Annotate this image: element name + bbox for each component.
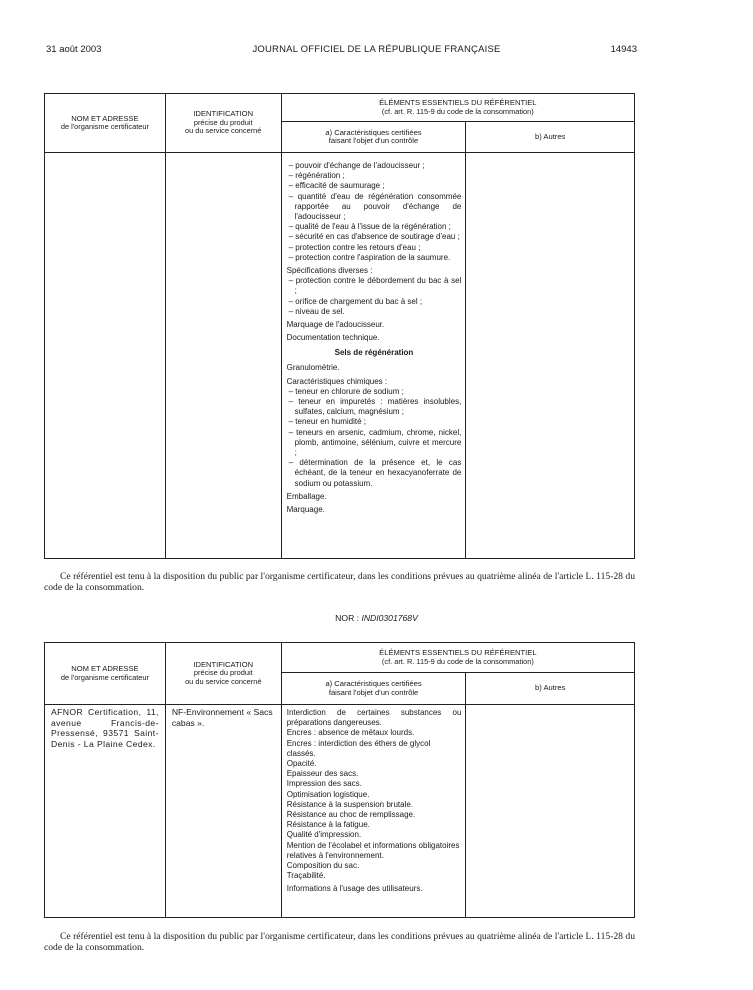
header-col-a-line2: faisant l'objet d'un contrôle: [328, 687, 419, 697]
header-org-sub: de l'organisme certificateur: [60, 122, 149, 132]
list-item: – teneurs en arsenic, cadmium, chrome, nickel, plomb, antimoine, sélénium, cuivre et mercure ;: [288, 427, 462, 458]
list-item: Résistance à la fatigue.: [286, 820, 370, 830]
header-page-number: 14943: [610, 44, 637, 55]
nor-code: INDI0301768V: [361, 613, 418, 623]
header-elements-cell: [281, 643, 634, 673]
nor-label: NOR :: [335, 613, 360, 623]
header-ident-cell: [165, 643, 281, 705]
list-item: Résistance au choc de remplissage.: [286, 810, 416, 820]
list-item: Emballage.: [286, 491, 327, 501]
header-col-a-line1: a) Caractéristiques certifiées: [325, 679, 422, 688]
header-col-a: [281, 122, 466, 153]
header-col-a-line2: faisant l'objet d'un contrôle: [328, 136, 419, 145]
header-title: JOURNAL OFFICIEL DE LA RÉPUBLIQUE FRANÇAISE: [252, 44, 501, 55]
list-item: Opacité.: [286, 759, 317, 769]
organisme-cell: AFNOR Certification, 11, avenue Francis-de-Pressensé, 93571 Saint-Denis - La Plaine Cedex.: [45, 705, 166, 918]
header-col-a: [281, 673, 466, 705]
list-item: – teneur en humidité ;: [288, 417, 367, 427]
list-item: Optimisation logistique.: [286, 789, 370, 799]
header-ident-sub2: ou du service concerné: [185, 676, 262, 686]
list-item: – sécurité en cas d'absence de soutirage d'eau ;: [288, 232, 460, 242]
list-item: Traçabilité.: [286, 871, 326, 881]
list-item: Interdiction de certaines substances ou préparations dangereuses.: [286, 708, 462, 728]
list-item: – protection contre les retours d'eau ;: [288, 242, 421, 252]
list-item: – pouvoir d'échange de l'adoucisseur ;: [288, 161, 425, 170]
list-item: – détermination de la présence et, le cas échéant, de la teneur en hexacyanoferrate de sodium ou potassium.: [288, 458, 462, 488]
list-item: Qualité d'impression.: [286, 830, 362, 840]
list-item: Marquage de l'adoucisseur.: [286, 320, 385, 330]
header-org: NOM ET ADRESSE: [71, 664, 139, 674]
list-item: Informations à l'usage des utilisateurs.: [286, 884, 423, 894]
header-ident-sub2: ou du service concerné: [184, 126, 262, 136]
list-item: Encres : absence de métaux lourds.: [286, 728, 415, 738]
list-item: Impression des sacs.: [286, 779, 362, 789]
other-cell-empty: [466, 705, 635, 918]
header-ident: IDENTIFICATION: [193, 109, 254, 119]
header-ident: IDENTIFICATION: [193, 659, 254, 669]
header-org: NOM ET ADRESSE: [71, 113, 139, 123]
list-item: Marquage.: [286, 505, 325, 515]
list-item: Caractéristiques chimiques :: [286, 376, 388, 386]
header-elements: ÉLÉMENTS ESSENTIELS DU RÉFÉRENTIEL: [379, 98, 537, 108]
list-item: – teneur en impuretés : matières insolubles, sulfates, calcium, magnésium ;: [288, 397, 462, 417]
list-item: Granulométrie.: [286, 363, 340, 373]
ident-cell-empty: [165, 153, 281, 559]
header-org-sub: de l'organisme certificateur: [60, 672, 149, 682]
list-item: Résistance à la suspension brutale.: [286, 799, 414, 809]
header-ident-sub1: précise du produit: [193, 117, 253, 127]
header-col-b: b) Autres: [466, 673, 635, 705]
list-item: – niveau de sel.: [288, 306, 345, 316]
other-cell-empty: [466, 153, 635, 559]
list-item: Documentation technique.: [286, 333, 380, 343]
header-elements-cell: [281, 94, 634, 122]
list-item: – protection contre l'aspiration de la saumure.: [288, 252, 451, 262]
header-elements: ÉLÉMENTS ESSENTIELS DU RÉFÉRENTIEL: [379, 648, 537, 658]
list-item: – efficacité de saumurage ;: [288, 181, 385, 191]
header-ident-sub1: précise du produit: [193, 668, 253, 678]
header-col-a-line1: a) Caractéristiques certifiées: [325, 127, 422, 137]
availability-paragraph-1: Ce référentiel est tenu à la disposition du public par l'organisme certificateur, dans les conditions prévues au quatrième alinéa de l'article L. 115-28 du code de la consommation.: [44, 571, 635, 593]
header-ident-cell: [165, 94, 281, 153]
list-item: Composition du sac.: [286, 861, 360, 871]
availability-paragraph-2: Ce référentiel est tenu à la disposition du public par l'organisme certificateur, dans les conditions prévues au quatrième alinéa de l'article L. 115-28 du code de la consommation.: [44, 931, 635, 953]
list-item: Mention de l'écolabel et informations obligatoires relatives à l'environnement.: [286, 840, 460, 860]
list-item: Epaisseur des sacs.: [286, 769, 359, 779]
list-item: Spécifications diverses :: [286, 266, 373, 276]
list-item: – teneur en chlorure de sodium ;: [288, 386, 404, 396]
list-item: Encres : interdiction des éthers de glycol classés.: [286, 738, 431, 758]
list-item: – qualité de l'eau à l'issue de la régénération ;: [288, 222, 451, 232]
header-org-cell: [45, 94, 166, 153]
characteristics-cell: [281, 153, 466, 559]
list-item: – orifice de chargement du bac à sel ;: [288, 296, 423, 306]
product-cell: NF-Environnement « Sacs cabas ».: [165, 705, 281, 918]
list-item: – protection contre le débordement du bac à sel ;: [288, 276, 462, 296]
nor-reference: [0, 613, 753, 623]
referential-table-2: [44, 642, 635, 918]
list-item: – quantité d'eau de régénération consommée rapportée au pouvoir d'échange de l'adoucisseur ;: [288, 191, 462, 222]
org-cell-empty: [45, 153, 166, 559]
characteristics-cell: [281, 705, 466, 918]
list-item: – régénération ;: [288, 171, 345, 181]
header-date: 31 août 2003: [46, 44, 102, 55]
header-elements-sub: (cf. art. R. 115-9 du code de la consommation): [381, 106, 534, 116]
section-title: Sels de régénération: [334, 348, 414, 358]
header-col-b: b) Autres: [466, 122, 635, 153]
header-org-cell: [45, 643, 166, 705]
header-elements-sub: (cf. art. R. 115-9 du code de la consommation): [381, 656, 534, 666]
referential-table-1: [44, 93, 635, 559]
